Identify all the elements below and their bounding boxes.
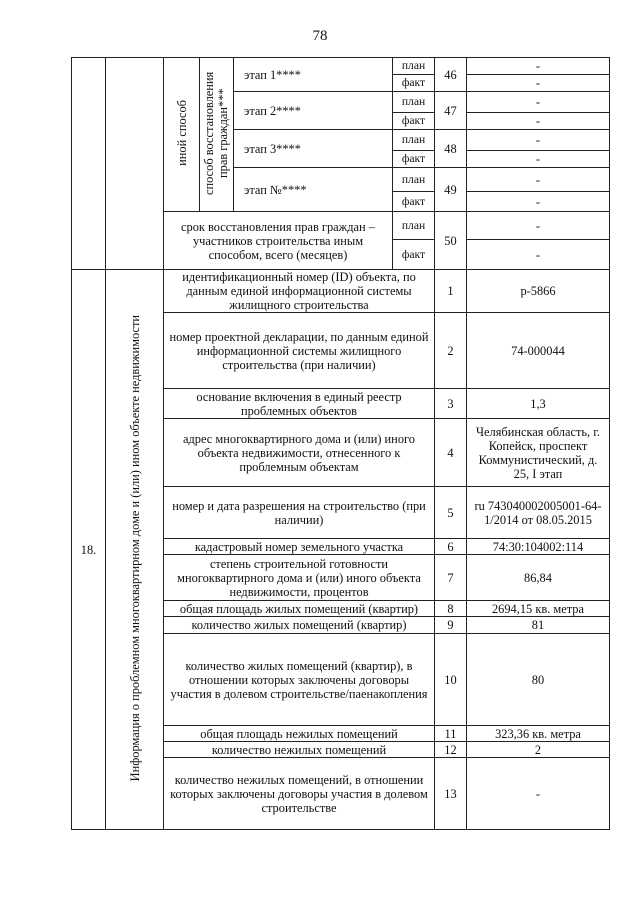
row-number: 50 [435, 212, 467, 270]
row-value: 81 [467, 617, 610, 634]
row-value: ru 743040002005001-64-1/2014 от 08.05.2015 [467, 487, 610, 539]
empty-number-cell [72, 58, 106, 270]
row-number: 10 [435, 634, 467, 726]
empty-title-cell [106, 58, 164, 270]
term-label: срок восстановления прав граждан – участников строительства иным способом, всего (месяцев) [164, 212, 393, 270]
row-value: 2694,15 кв. метра [467, 601, 610, 617]
row-label: номер проектной декларации, по данным единой информационной системы жилищного строительства (при наличии) [164, 313, 435, 389]
fact-value: - [467, 240, 610, 270]
row-value: 323,36 кв. метра [467, 726, 610, 742]
row-value: 74:30:104002:114 [467, 539, 610, 555]
row-label: количество жилых помещений (квартир), в отношении которых заключены договоры участия в долевом строительстве/паенакопления [164, 634, 435, 726]
row-label: адрес многоквартирного дома и (или) иного объекта недвижимости, отнесенного к проблемным объектам [164, 419, 435, 487]
row-number: 6 [435, 539, 467, 555]
row-number: 8 [435, 601, 467, 617]
row-label: кадастровый номер земельного участка [164, 539, 435, 555]
stage-row [72, 58, 610, 75]
row-number: 7 [435, 555, 467, 601]
fact-label: факт [393, 113, 435, 130]
fact-value: - [467, 192, 610, 212]
method-header [164, 58, 200, 212]
row-label: номер и дата разрешения на строительство (при наличии) [164, 487, 435, 539]
row-number: 3 [435, 389, 467, 419]
stage-label: этап 2**** [234, 92, 393, 130]
fact-label: факт [393, 75, 435, 92]
section-title-cell [106, 270, 164, 830]
method-label: иной способ [174, 100, 189, 166]
row-label: количество нежилых помещений [164, 742, 435, 758]
row-label: количество жилых помещений (квартир) [164, 617, 435, 634]
plan-value: - [467, 168, 610, 192]
fact-value: - [467, 75, 610, 92]
row-value: - [467, 758, 610, 830]
fact-value: - [467, 151, 610, 168]
row-value: 1,3 [467, 389, 610, 419]
section-row [72, 270, 610, 313]
plan-label: план [393, 168, 435, 192]
row-number: 49 [435, 168, 467, 212]
project-info-table [71, 57, 610, 830]
page-number: 78 [312, 28, 328, 44]
plan-label: план [393, 58, 435, 75]
row-number: 48 [435, 130, 467, 168]
row-number: 13 [435, 758, 467, 830]
stage-label: этап №**** [234, 168, 393, 212]
row-number: 46 [435, 58, 467, 92]
row-value: 86,84 [467, 555, 610, 601]
plan-value: - [467, 130, 610, 151]
plan-label: план [393, 212, 435, 240]
row-label: общая площадь нежилых помещений [164, 726, 435, 742]
row-number: 12 [435, 742, 467, 758]
plan-label: план [393, 130, 435, 151]
plan-value: - [467, 212, 610, 240]
row-value: 2 [467, 742, 610, 758]
stage-label: этап 1**** [234, 58, 393, 92]
fact-label: факт [393, 151, 435, 168]
row-label: количество нежилых помещений, в отношении которых заключены договоры участия в долевом строительстве [164, 758, 435, 830]
row-number: 4 [435, 419, 467, 487]
row-value: Челябинская область, г. Копейск, проспект Коммунистический, д. 25, I этап [467, 419, 610, 487]
row-value: 74-000044 [467, 313, 610, 389]
row-label: степень строительной готовности многоквартирного дома и (или) иного объекта недвижимости, процентов [164, 555, 435, 601]
plan-value: - [467, 58, 610, 75]
plan-value: - [467, 92, 610, 113]
row-value: 80 [467, 634, 610, 726]
fact-value: - [467, 113, 610, 130]
row-label: общая площадь жилых помещений (квартир) [164, 601, 435, 617]
section-title: Информация о проблемном многоквартирном доме и (или) ином объекте недвижимости [127, 314, 142, 782]
restoration-header [200, 58, 234, 212]
plan-label: план [393, 92, 435, 113]
restoration-label: способ восстановления прав граждан*** [201, 71, 230, 195]
row-number: 11 [435, 726, 467, 742]
row-number: 47 [435, 92, 467, 130]
fact-label: факт [393, 192, 435, 212]
row-number: 9 [435, 617, 467, 634]
row-value: р-5866 [467, 270, 610, 313]
section-number: 18. [72, 270, 106, 830]
stage-label: этап 3**** [234, 130, 393, 168]
row-number: 5 [435, 487, 467, 539]
row-number: 1 [435, 270, 467, 313]
row-number: 2 [435, 313, 467, 389]
row-label: основание включения в единый реестр проблемных объектов [164, 389, 435, 419]
fact-label: факт [393, 240, 435, 270]
row-label: идентификационный номер (ID) объекта, по данным единой информационной системы жилищного строительства [164, 270, 435, 313]
